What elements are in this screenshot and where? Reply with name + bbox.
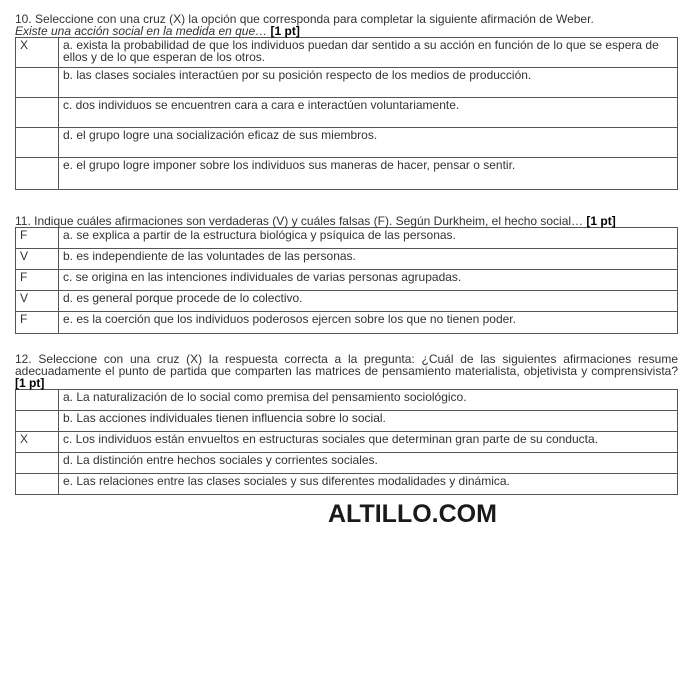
table-row [16,158,678,190]
question-10-prompt [15,13,678,37]
option-text-cell: c. se origina en las intenciones individuales de varias personas agrupadas. [59,270,678,291]
question-11-prompt [15,215,678,227]
table-row [16,312,678,334]
question-12 [15,353,678,495]
question-11-text: 11. Indique cuáles afirmaciones son verdaderas (V) y cuáles falsas (F). Según Durkheim, el hecho social… [15,214,584,228]
table-row [16,68,678,98]
question-10 [15,13,678,190]
question-10-subtext: Existe una acción social en la medida en que… [15,24,268,38]
question-12-table [15,389,678,495]
table-row [16,249,678,270]
question-10-points: [1 pt] [270,24,300,38]
option-text-cell: d. el grupo logre una socialización eficaz de sus miembros. [59,128,678,158]
question-10-text: 10. Seleccione con una cruz (X) la opción que corresponda para completar la siguiente afirmación de Weber. [15,12,594,26]
table-row [16,98,678,128]
answer-mark-cell[interactable] [16,474,59,495]
question-11-points: [1 pt] [586,214,616,228]
question-12-prompt [15,353,678,389]
option-text-cell: a. se explica a partir de la estructura biológica y psíquica de las personas. [59,228,678,249]
table-row [16,411,678,432]
answer-mark-cell[interactable] [16,453,59,474]
answer-mark-cell[interactable]: X [16,38,59,68]
table-row [16,228,678,249]
answer-mark-cell[interactable]: V [16,291,59,312]
option-text-cell: a. La naturalización de lo social como premisa del pensamiento sociológico. [59,390,678,411]
answer-mark-cell[interactable] [16,68,59,98]
answer-mark-cell[interactable] [16,411,59,432]
option-text-cell: d. La distinción entre hechos sociales y corrientes sociales. [59,453,678,474]
table-row [16,270,678,291]
answer-mark-cell[interactable]: F [16,270,59,291]
answer-mark-cell[interactable]: X [16,432,59,453]
answer-mark-cell[interactable] [16,158,59,190]
option-text-cell: a. exista la probabilidad de que los individuos puedan dar sentido a su acción en función de lo que se espera de ellos y de lo que esperan de los otros. [59,38,678,68]
table-row [16,38,678,68]
table-row [16,453,678,474]
altillo-watermark: ALTILLO.COM [328,500,497,528]
table-row [16,128,678,158]
option-text-cell: e. Las relaciones entre las clases sociales y sus diferentes modalidades y dinámica. [59,474,678,495]
option-text-cell: e. el grupo logre imponer sobre los individuos sus maneras de hacer, pensar o sentir. [59,158,678,190]
question-10-table [15,37,678,190]
table-row [16,390,678,411]
answer-mark-cell[interactable]: F [16,228,59,249]
question-11-table [15,227,678,334]
option-text-cell: c. dos individuos se encuentren cara a cara e interactúen voluntariamente. [59,98,678,128]
question-12-points: [1 pt] [15,376,45,390]
answer-mark-cell[interactable] [16,128,59,158]
table-row [16,474,678,495]
option-text-cell: e. es la coerción que los individuos poderosos ejercen sobre los que no tienen poder. [59,312,678,334]
option-text-cell: b. Las acciones individuales tienen influencia sobre lo social. [59,411,678,432]
answer-mark-cell[interactable]: V [16,249,59,270]
question-11 [15,215,678,334]
option-text-cell: b. es independiente de las voluntades de las personas. [59,249,678,270]
answer-mark-cell[interactable]: F [16,312,59,334]
question-12-text: 12. Seleccione con una cruz (X) la respuesta correcta a la pregunta: ¿Cuál de las siguientes afirmaciones resume adecuadamente el punto de partida que comparten las matrices de pensamiento materialista, objetivista y comprensivista? [15,352,678,378]
table-row [16,432,678,453]
answer-mark-cell[interactable] [16,390,59,411]
option-text-cell: b. las clases sociales interactúen por su posición respecto de los medios de producción. [59,68,678,98]
option-text-cell: c. Los individuos están envueltos en estructuras sociales que determinan gran parte de su conducta. [59,432,678,453]
answer-mark-cell[interactable] [16,98,59,128]
table-row [16,291,678,312]
option-text-cell: d. es general porque procede de lo colectivo. [59,291,678,312]
